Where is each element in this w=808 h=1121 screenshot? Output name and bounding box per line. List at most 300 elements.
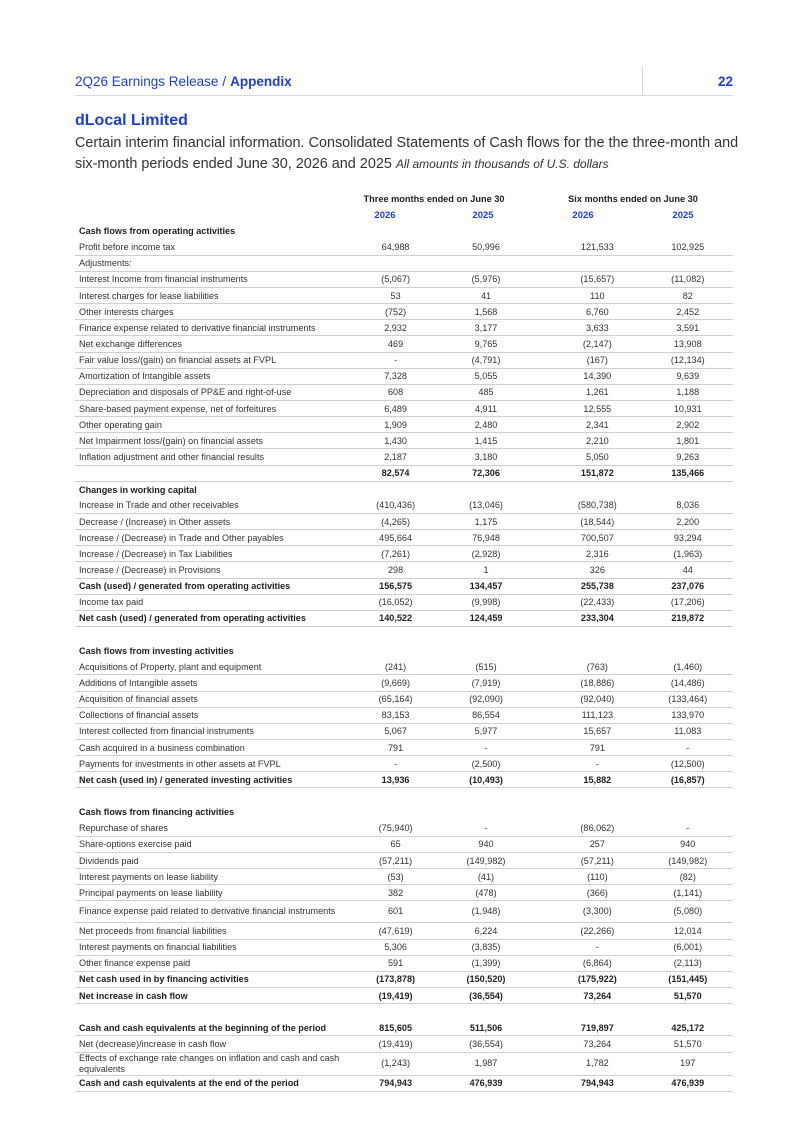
table-row — [75, 1020, 733, 1036]
cell-value: 51,570 — [643, 1036, 733, 1052]
cell-value: 3,633 — [552, 320, 642, 336]
table-row — [75, 1036, 733, 1052]
cell-value: 156,575 — [350, 578, 440, 594]
table-row — [75, 852, 733, 868]
row-label: Net cash (used) / generated from operating activities — [75, 610, 350, 626]
column-gap — [531, 820, 552, 836]
cell-value: 791 — [350, 740, 440, 756]
cell-value: (11,082) — [643, 271, 733, 287]
cell-value: (2,147) — [552, 336, 642, 352]
column-gap — [531, 465, 552, 481]
column-group-six-months: Six months ended on June 30 — [568, 194, 698, 204]
column-gap — [531, 901, 552, 923]
cell-value: 9,639 — [643, 368, 733, 384]
column-gap — [531, 481, 552, 497]
row-label: Finance expense related to derivative financial instruments — [75, 320, 350, 336]
cell-value: (86,062) — [552, 820, 642, 836]
table-row — [75, 955, 733, 971]
cell-value: (92,090) — [441, 691, 531, 707]
cell-value: 83,153 — [350, 707, 440, 723]
column-gap — [531, 401, 552, 417]
table-row — [75, 869, 733, 885]
cell-value: 8,036 — [643, 497, 733, 513]
cell-value — [643, 643, 733, 659]
cell-value: (18,544) — [552, 514, 642, 530]
row-label: Finance expense paid related to derivative financial instruments — [75, 901, 350, 923]
cell-value: (16,857) — [643, 772, 733, 788]
column-year: 2026 — [374, 210, 396, 221]
table-row — [75, 707, 733, 723]
table-row — [75, 433, 733, 449]
column-gap — [531, 987, 552, 1003]
cell-value: 14,390 — [552, 368, 642, 384]
row-label: Dividends paid — [75, 852, 350, 868]
cell-value: 425,172 — [643, 1020, 733, 1036]
row-label: Profit before income tax — [75, 239, 350, 255]
cell-value: 940 — [441, 836, 531, 852]
row-label: Effects of exchange rate changes on inflation and cash and cash equivalents — [75, 1052, 350, 1075]
section-heading-row — [75, 481, 733, 497]
table-row — [75, 691, 733, 707]
row-label: Share-options exercise paid — [75, 836, 350, 852]
row-label: Share-based payment expense, net of forfeitures — [75, 401, 350, 417]
row-label: Other operating gain — [75, 417, 350, 433]
row-label: Cash flows from financing activities — [79, 807, 235, 818]
cell-value: 1,430 — [350, 433, 440, 449]
cell-value — [441, 481, 531, 497]
cell-value: (580,738) — [552, 497, 642, 513]
cell-value: 2,200 — [643, 514, 733, 530]
cell-value: (19,419) — [350, 1036, 440, 1052]
cell-value — [643, 804, 733, 820]
cell-value: 940 — [643, 836, 733, 852]
table-row — [75, 239, 733, 255]
column-gap — [531, 869, 552, 885]
cell-value: 10,931 — [643, 401, 733, 417]
cell-value: (151,445) — [643, 971, 733, 987]
cell-value: 124,459 — [441, 610, 531, 626]
row-label: Collections of financial assets — [75, 707, 350, 723]
cell-value: (150,520) — [441, 971, 531, 987]
column-year: 2025 — [472, 210, 494, 221]
breadcrumb-separator: / — [222, 74, 227, 89]
section-heading-row — [75, 804, 733, 820]
column-gap — [531, 1075, 552, 1091]
cell-value: (57,211) — [350, 852, 440, 868]
column-gap — [531, 627, 552, 643]
row-label: Increase / (Decrease) in Provisions — [75, 562, 350, 578]
cell-value: (478) — [441, 885, 531, 901]
cell-value: 41 — [441, 288, 531, 304]
statement-description — [75, 133, 740, 175]
cell-value — [441, 788, 531, 804]
table-row — [75, 449, 733, 465]
cell-value: (36,554) — [441, 1036, 531, 1052]
column-gap — [531, 971, 552, 987]
cell-value: 1,175 — [441, 514, 531, 530]
row-label: Other finance expense paid — [75, 955, 350, 971]
table-row — [75, 1004, 733, 1020]
row-label: Interest collected from financial instruments — [75, 723, 350, 739]
column-gap — [531, 923, 552, 939]
table-row — [75, 836, 733, 852]
row-label: Increase / (Decrease) in Trade and Other payables — [75, 530, 350, 546]
column-gap — [531, 756, 552, 772]
column-gap — [531, 1004, 552, 1020]
cell-value: 12,014 — [643, 923, 733, 939]
table-row — [75, 417, 733, 433]
cell-value — [441, 1004, 531, 1020]
cell-value: 1 — [441, 562, 531, 578]
table-row — [75, 562, 733, 578]
column-gap — [531, 368, 552, 384]
row-label: Fair value loss/(gain) on financial assets at FVPL — [75, 352, 350, 368]
row-label: Amortization of Intangible assets — [75, 368, 350, 384]
table-row — [75, 465, 733, 481]
cell-value: 495,664 — [350, 530, 440, 546]
table-row — [75, 627, 733, 643]
table-row — [75, 610, 733, 626]
cell-value — [350, 643, 440, 659]
column-gap — [531, 497, 552, 513]
cell-value: - — [350, 756, 440, 772]
cell-value: 82 — [643, 288, 733, 304]
table-row — [75, 788, 733, 804]
cell-value — [350, 1004, 440, 1020]
cell-value: 255,738 — [552, 578, 642, 594]
table-row — [75, 514, 733, 530]
cell-value: (47,619) — [350, 923, 440, 939]
cell-value: (241) — [350, 659, 440, 675]
cell-value — [441, 804, 531, 820]
cell-value: (2,500) — [441, 756, 531, 772]
cell-value — [552, 255, 642, 271]
cell-value: 1,261 — [552, 384, 642, 400]
table-row — [75, 1052, 733, 1075]
cell-value: 219,872 — [643, 610, 733, 626]
cell-value — [350, 223, 440, 239]
cell-value: (167) — [552, 352, 642, 368]
cell-value: (9,669) — [350, 675, 440, 691]
column-gap — [531, 562, 552, 578]
cell-value: 2,902 — [643, 417, 733, 433]
cell-value: (18,886) — [552, 675, 642, 691]
table-row — [75, 578, 733, 594]
row-label: Interest charges for lease liabilities — [75, 288, 350, 304]
cell-value — [350, 804, 440, 820]
column-gap — [531, 578, 552, 594]
cell-value: 3,591 — [643, 320, 733, 336]
row-label: Depreciation and disposals of PP&E and right-of-use — [75, 384, 350, 400]
cash-flow-table — [75, 223, 733, 1092]
cell-value: (12,500) — [643, 756, 733, 772]
cell-value: 53 — [350, 288, 440, 304]
cell-value: (6,001) — [643, 939, 733, 955]
table-row — [75, 820, 733, 836]
cell-value: 233,304 — [552, 610, 642, 626]
column-gap — [531, 352, 552, 368]
cell-value: (9,998) — [441, 594, 531, 610]
statement-title: Certain interim financial information. Consolidated Statements of Cash flows for the the three-month and six-month periods ended June 30, 2026 and 2025 — [75, 135, 739, 172]
breadcrumb — [75, 74, 292, 89]
row-label: Increase / (Decrease) in Tax Liabilities — [75, 546, 350, 562]
cell-value: 591 — [350, 955, 440, 971]
table-row — [75, 939, 733, 955]
cell-value: 2,932 — [350, 320, 440, 336]
cell-value: 476,939 — [643, 1075, 733, 1091]
cell-value: - — [441, 820, 531, 836]
cell-value: 257 — [552, 836, 642, 852]
cell-value: 13,908 — [643, 336, 733, 352]
column-gap — [531, 433, 552, 449]
cell-value: (4,791) — [441, 352, 531, 368]
table-row — [75, 740, 733, 756]
cell-value: 719,897 — [552, 1020, 642, 1036]
cell-value: 12,555 — [552, 401, 642, 417]
table-row — [75, 497, 733, 513]
cell-value: 133,970 — [643, 707, 733, 723]
row-label: Cash acquired in a business combination — [75, 740, 350, 756]
table-row — [75, 923, 733, 939]
cell-value: 197 — [643, 1052, 733, 1075]
column-gap — [531, 852, 552, 868]
cell-value: 3,180 — [441, 449, 531, 465]
cell-value: (3,835) — [441, 939, 531, 955]
row-label: Acquisitions of Property, plant and equipment — [75, 659, 350, 675]
breadcrumb-report: 2Q26 Earnings Release — [75, 74, 219, 89]
cell-value — [552, 643, 642, 659]
cell-value: (173,878) — [350, 971, 440, 987]
cell-value: - — [643, 740, 733, 756]
row-label: Changes in working capital — [79, 484, 197, 495]
cell-value: (6,864) — [552, 955, 642, 971]
cell-value: - — [350, 352, 440, 368]
column-group-three-months: Three months ended on June 30 — [363, 194, 505, 204]
cell-value: (5,067) — [350, 271, 440, 287]
cell-value: (12,134) — [643, 352, 733, 368]
cell-value: (5,080) — [643, 901, 733, 923]
cell-value: 6,760 — [552, 304, 642, 320]
cell-value: 64,988 — [350, 239, 440, 255]
cell-value: 72,306 — [441, 465, 531, 481]
column-gap — [531, 707, 552, 723]
cell-value: 15,882 — [552, 772, 642, 788]
row-label: Net cash used in by financing activities — [75, 971, 350, 987]
column-gap — [531, 610, 552, 626]
cell-value: 469 — [350, 336, 440, 352]
cell-value — [643, 255, 733, 271]
cell-value — [552, 481, 642, 497]
company-name: dLocal Limited — [75, 112, 188, 129]
table-row — [75, 336, 733, 352]
row-label: Increase in Trade and other receivables — [75, 497, 350, 513]
cell-value: (10,493) — [441, 772, 531, 788]
cell-value: (763) — [552, 659, 642, 675]
cell-value: 73,264 — [552, 1036, 642, 1052]
cell-value: 9,765 — [441, 336, 531, 352]
table-row — [75, 530, 733, 546]
cell-value: (1,243) — [350, 1052, 440, 1075]
cell-value: 791 — [552, 740, 642, 756]
row-label: Inflation adjustment and other financial results — [75, 449, 350, 465]
row-label: Decrease / (Increase) in Other assets — [75, 514, 350, 530]
cell-value: (17,206) — [643, 594, 733, 610]
column-gap — [531, 546, 552, 562]
cell-value: (53) — [350, 869, 440, 885]
cell-value: 2,452 — [643, 304, 733, 320]
row-label: Cash (used) / generated from operating activities — [75, 578, 350, 594]
cell-value: 2,187 — [350, 449, 440, 465]
cell-value: (3,300) — [552, 901, 642, 923]
cell-value: (41) — [441, 869, 531, 885]
row-label: Interest payments on lease liability — [75, 869, 350, 885]
cell-value: 134,457 — [441, 578, 531, 594]
cell-value: 298 — [350, 562, 440, 578]
page-header — [75, 66, 733, 96]
cell-value: (149,982) — [441, 852, 531, 868]
cell-value: (22,433) — [552, 594, 642, 610]
cell-value — [350, 788, 440, 804]
column-gap — [531, 885, 552, 901]
cell-value: (1,963) — [643, 546, 733, 562]
cell-value: 1,987 — [441, 1052, 531, 1075]
cell-value: 476,939 — [441, 1075, 531, 1091]
table-row — [75, 401, 733, 417]
row-label: Principal payments on lease liability — [75, 885, 350, 901]
cell-value: - — [441, 740, 531, 756]
row-label: Interest Income from financial instruments — [75, 271, 350, 287]
cell-value: (75,940) — [350, 820, 440, 836]
table-row — [75, 987, 733, 1003]
cell-value: 3,177 — [441, 320, 531, 336]
row-label: Interest payments on financial liabilities — [75, 939, 350, 955]
cell-value: 237,076 — [643, 578, 733, 594]
table-row — [75, 255, 733, 271]
row-label: Cash and cash equivalents at the end of the period — [75, 1075, 350, 1091]
cell-value: 601 — [350, 901, 440, 923]
cell-value: 1,801 — [643, 433, 733, 449]
column-gap — [531, 939, 552, 955]
column-year: 2025 — [672, 210, 694, 221]
table-row — [75, 384, 733, 400]
column-gap — [531, 223, 552, 239]
row-label: Cash flows from operating activities — [79, 226, 236, 237]
row-label: Net (decrease)/increase in cash flow — [75, 1036, 350, 1052]
cell-value: 151,872 — [552, 465, 642, 481]
table-row — [75, 885, 733, 901]
cell-value: 82,574 — [350, 465, 440, 481]
column-gap — [531, 1036, 552, 1052]
cell-value: (82) — [643, 869, 733, 885]
row-label — [75, 627, 350, 643]
table-row — [75, 271, 733, 287]
cell-value: 511,506 — [441, 1020, 531, 1036]
cell-value — [552, 223, 642, 239]
cell-value: 15,657 — [552, 723, 642, 739]
row-label: Cash and cash equivalents at the beginning of the period — [75, 1020, 350, 1036]
cell-value: 13,936 — [350, 772, 440, 788]
cell-value: (65,164) — [350, 691, 440, 707]
cell-value — [552, 627, 642, 643]
cell-value: 111,123 — [552, 707, 642, 723]
cell-value: 794,943 — [552, 1075, 642, 1091]
row-label — [75, 1004, 350, 1020]
cell-value: 4,911 — [441, 401, 531, 417]
column-gap — [531, 336, 552, 352]
cell-value: (752) — [350, 304, 440, 320]
cell-value: 5,306 — [350, 939, 440, 955]
cell-value — [350, 627, 440, 643]
cell-value: 9,263 — [643, 449, 733, 465]
column-gap — [531, 288, 552, 304]
cell-value: (1,460) — [643, 659, 733, 675]
cell-value: (4,265) — [350, 514, 440, 530]
header-divider — [642, 66, 643, 96]
cell-value: 5,055 — [441, 368, 531, 384]
cell-value: 135,466 — [643, 465, 733, 481]
column-gap — [531, 239, 552, 255]
column-gap — [531, 804, 552, 820]
page-number: 22 — [717, 74, 733, 89]
cell-value: 93,294 — [643, 530, 733, 546]
cell-value: (133,464) — [643, 691, 733, 707]
cell-value: 121,533 — [552, 239, 642, 255]
cell-value: 1,415 — [441, 433, 531, 449]
cell-value — [350, 481, 440, 497]
column-gap — [531, 723, 552, 739]
cell-value: - — [552, 756, 642, 772]
table-row — [75, 546, 733, 562]
section-heading-row — [75, 223, 733, 239]
row-label: Net exchange differences — [75, 336, 350, 352]
cell-value: (7,261) — [350, 546, 440, 562]
cell-value — [643, 481, 733, 497]
cell-value: (366) — [552, 885, 642, 901]
table-row — [75, 304, 733, 320]
column-gap — [531, 1052, 552, 1075]
column-gap — [531, 788, 552, 804]
cell-value: - — [643, 820, 733, 836]
cell-value — [643, 788, 733, 804]
cell-value: (15,657) — [552, 271, 642, 287]
cell-value: 1,909 — [350, 417, 440, 433]
cell-value: 5,050 — [552, 449, 642, 465]
cell-value — [441, 627, 531, 643]
cell-value: 73,264 — [552, 987, 642, 1003]
cell-value: 1,782 — [552, 1052, 642, 1075]
row-label: Cash flows from investing activities — [79, 645, 234, 656]
column-year: 2026 — [572, 210, 594, 221]
table-row — [75, 368, 733, 384]
cell-value: (19,419) — [350, 987, 440, 1003]
column-gap — [531, 772, 552, 788]
cell-value: (57,211) — [552, 852, 642, 868]
cell-value — [643, 1004, 733, 1020]
cell-value: 2,341 — [552, 417, 642, 433]
cell-value: (149,982) — [643, 852, 733, 868]
table-row — [75, 901, 733, 923]
cell-value: (13,046) — [441, 497, 531, 513]
cell-value — [552, 788, 642, 804]
cell-value — [441, 223, 531, 239]
cell-value: (22,266) — [552, 923, 642, 939]
column-gap — [531, 449, 552, 465]
table-row — [75, 723, 733, 739]
cell-value: 794,943 — [350, 1075, 440, 1091]
column-gap — [531, 384, 552, 400]
cell-value: - — [552, 939, 642, 955]
cell-value: 382 — [350, 885, 440, 901]
